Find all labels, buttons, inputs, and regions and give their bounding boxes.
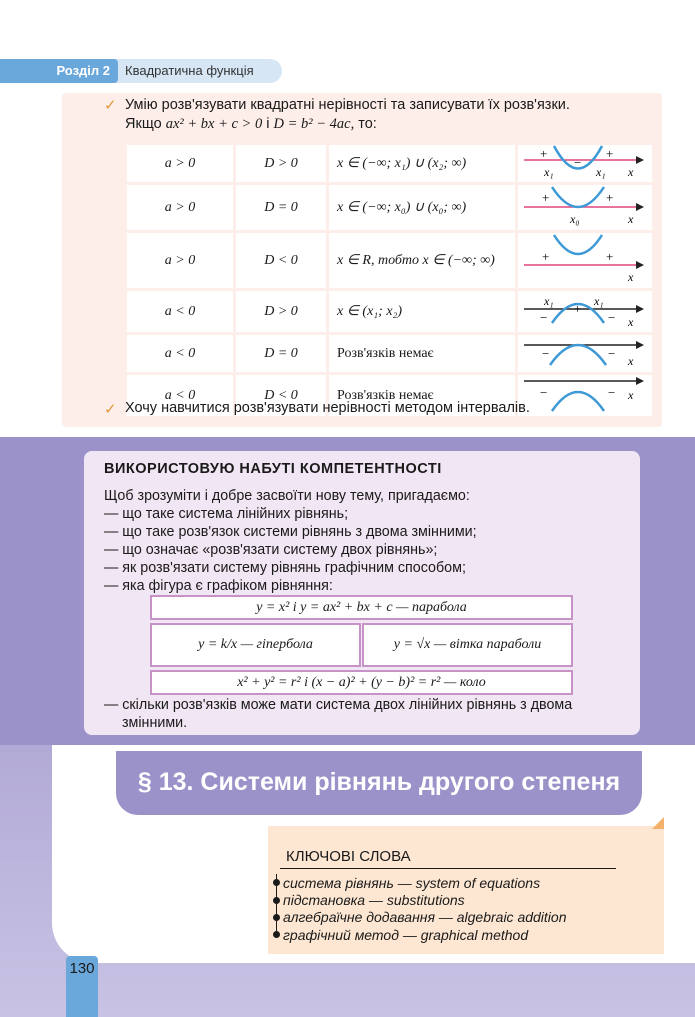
cell-solution: x ∈ (−∞; x₀) ∪ (x₀; ∞) <box>329 185 515 230</box>
cell-graph <box>518 291 652 332</box>
sign-label: − <box>540 385 548 400</box>
cell-d: D > 0 <box>236 291 326 332</box>
keyword-item: система рівнянь — system of equations <box>283 875 541 891</box>
axis-label: x <box>628 212 634 226</box>
sign-label: + <box>606 190 614 205</box>
cell-d: D = 0 <box>236 185 326 230</box>
cell-d: D > 0 <box>236 145 326 182</box>
list-item: — як розв'язати систему рівнянь графічним способом; <box>104 560 466 576</box>
bullet-icon <box>273 897 280 904</box>
parabola-graph <box>518 233 652 285</box>
sign-label: − <box>608 346 616 361</box>
axis-label: x <box>628 354 634 368</box>
keyword-item: алгебраїчне додавання — algebraic addition <box>283 909 567 925</box>
competencies-heading: ВИКОРИСТОВУЮ НАБУТІ КОМПЕТЕНТНОСТІ <box>104 461 442 477</box>
sign-label: − <box>542 346 550 361</box>
skills-line2: Якщо ax² + bx + c > 0 і D = b² − 4ac, то: <box>125 116 377 132</box>
skills-text <box>125 96 655 134</box>
keyword-item: графічний метод — graphical method <box>283 927 529 943</box>
check-icon: ✓ <box>104 97 117 114</box>
table-row <box>127 145 652 182</box>
cell-a: a > 0 <box>127 185 233 230</box>
sign-label: + <box>542 249 550 264</box>
table-row <box>127 335 652 372</box>
sign-label: + <box>542 190 550 205</box>
sign-label: − <box>540 310 548 325</box>
cell-graph <box>518 145 652 182</box>
list-item: — що таке розв'язок системи рівнянь з двома змінними; <box>104 524 477 540</box>
sign-label: + <box>574 301 582 316</box>
page-number: 130 <box>66 956 98 1017</box>
sign-label: + <box>606 249 614 264</box>
cell-graph <box>518 335 652 372</box>
list-item: — що таке система лінійних рівнянь; <box>104 506 349 522</box>
cell-solution: x ∈ (x₁; x₂) <box>329 291 515 332</box>
cell-a: a < 0 <box>127 375 233 416</box>
skills-line3: Хочу навчитися розв'язувати нерівності методом інтервалів. <box>125 400 530 416</box>
cell-solution: x ∈ (−∞; x₁) ∪ (x₂; ∞) <box>329 145 515 182</box>
root-label: x₁ <box>544 165 554 179</box>
root-label: x₁ <box>544 294 554 308</box>
cell-a: a < 0 <box>127 291 233 332</box>
cell-solution: x ∈ R, тобто x ∈ (−∞; ∞) <box>329 233 515 288</box>
cell-d: D < 0 <box>236 375 326 416</box>
sign-label: + <box>540 146 548 161</box>
cell-solution: Розв'язків немає <box>329 335 515 372</box>
cell-a: a < 0 <box>127 335 233 372</box>
section-heading: § 13. Системи рівнянь другого степеня <box>116 751 642 815</box>
table-row <box>127 185 652 230</box>
cell-a: a > 0 <box>127 145 233 182</box>
cell-d: D = 0 <box>236 335 326 372</box>
list-item: — яка фігура є графіком рівняння: <box>104 578 333 594</box>
sign-label: + <box>606 146 614 161</box>
formula-circle: x² + y² = r² і (x − a)² + (y − b)² = r² — коло <box>150 670 573 695</box>
bullet-icon <box>273 914 280 921</box>
list-item-cont: змінними. <box>122 715 188 731</box>
cell-d: D < 0 <box>236 233 326 288</box>
axis-label: x <box>628 165 634 179</box>
axis-label: x <box>628 270 634 284</box>
sign-label: − <box>608 385 616 400</box>
bullet-icon <box>273 931 280 938</box>
parabola-graph <box>518 335 652 369</box>
parabola-graph <box>518 291 652 329</box>
skills-line1: Умію розв'язувати квадратні нерівності та записувати їх розв'язки. <box>125 97 570 113</box>
list-item: — скільки розв'язків може мати система двох лінійних рівнянь з двома <box>104 697 573 713</box>
cell-graph <box>518 375 652 416</box>
bullet-icon <box>273 879 280 886</box>
keyword-item: підстановка — substitutions <box>283 892 465 908</box>
axis-label: x <box>628 315 634 329</box>
sign-label: − <box>608 310 616 325</box>
keywords-heading: КЛЮЧОВІ СЛОВА <box>286 848 411 865</box>
fold-corner-icon <box>652 817 664 829</box>
formula-hyperbola: y = k/x — гіпербола <box>150 623 361 667</box>
sign-label: − <box>574 155 582 170</box>
cell-a: a > 0 <box>127 233 233 288</box>
check-icon: ✓ <box>104 401 117 418</box>
axis-label: x <box>628 388 634 402</box>
section-label: Розділ 2 <box>0 59 118 83</box>
formula-sqrt: y = √x — вітка параболи <box>362 623 573 667</box>
parabola-graph <box>518 185 652 227</box>
cell-graph <box>518 185 652 230</box>
list-item: — що означає «розв'язати систему двох рівнянь»; <box>104 542 438 558</box>
table-row <box>127 291 652 332</box>
cell-solution: Розв'язків немає <box>329 375 515 416</box>
root-label: x₁ <box>596 165 606 179</box>
competencies-intro: Щоб зрозуміти і добре засвоїти нову тему, пригадаємо: <box>104 488 470 504</box>
keywords-divider <box>280 868 616 869</box>
formula-parabola: y = x² і y = ax² + bx + c — парабола <box>150 595 573 620</box>
parabola-graph <box>518 375 652 413</box>
section-title-header: Квадратична функція <box>125 63 254 78</box>
table-row <box>127 233 652 288</box>
root-label: x₀ <box>570 212 580 226</box>
parabola-graph <box>518 145 652 179</box>
inequality-table <box>124 142 655 419</box>
cell-graph <box>518 233 652 288</box>
root-label: x₁ <box>594 294 604 308</box>
